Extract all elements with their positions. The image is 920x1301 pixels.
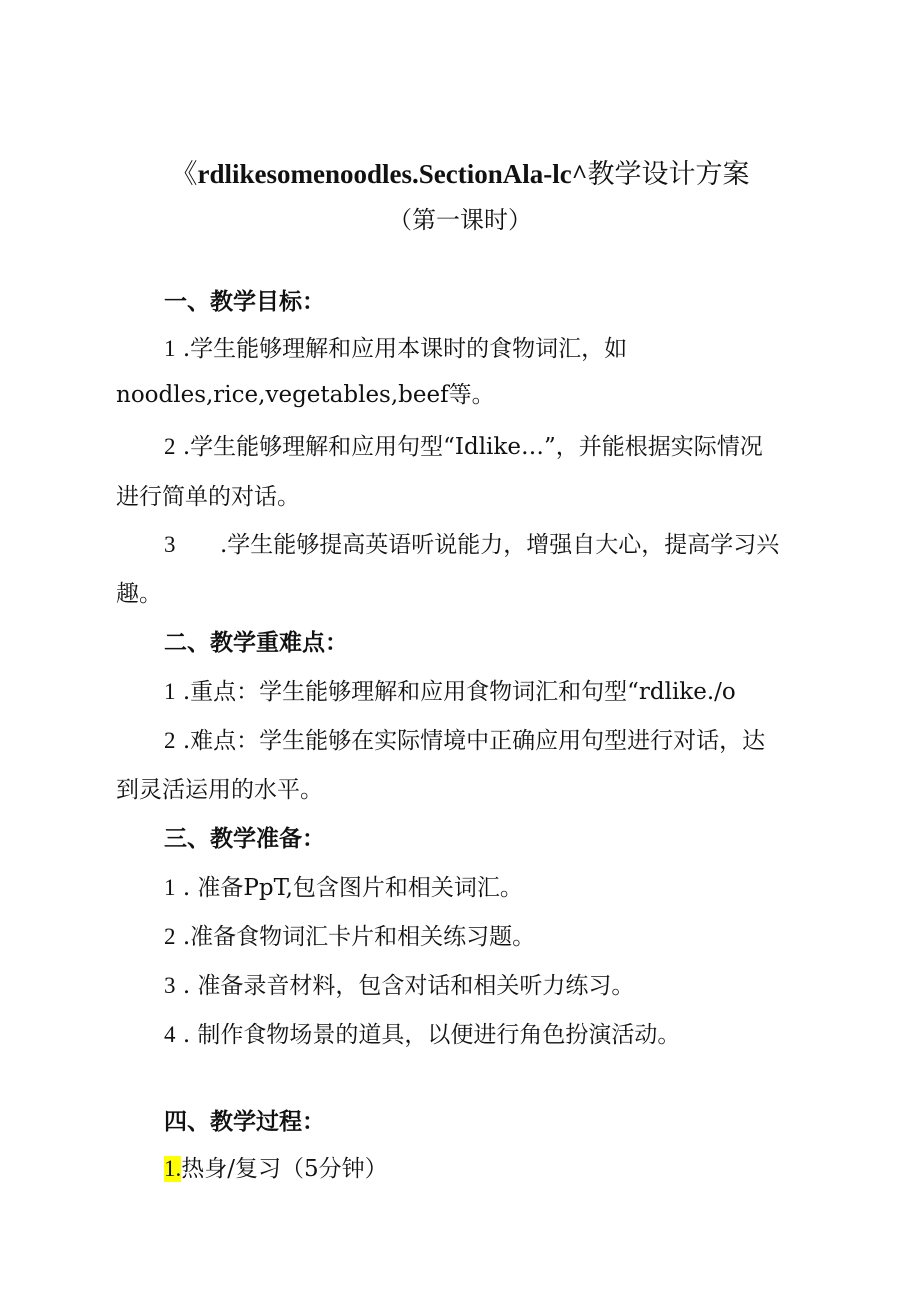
item-text: .学生能够提高英语听说能力，增强自大心，提高学习兴 bbox=[220, 532, 780, 558]
item-text: . 准备录音材料，包含对话和相关听力练习。 bbox=[182, 973, 635, 999]
item-text: .重点：学生能够理解和应用食物词汇和句型“rdlike./o bbox=[182, 679, 736, 705]
list-item bbox=[164, 869, 523, 902]
list-item bbox=[164, 428, 763, 461]
list-item bbox=[164, 918, 535, 951]
section-heading-objectives: 一、教学目标： bbox=[164, 288, 325, 315]
title-chinese: 教学设计方案 bbox=[587, 159, 750, 190]
item-number-highlighted: 1. bbox=[164, 1156, 182, 1181]
section-heading-process: 四、教学过程： bbox=[164, 1108, 325, 1135]
item-continuation: 趣。 bbox=[116, 581, 162, 607]
document-title bbox=[0, 152, 920, 191]
item-number: 2 bbox=[164, 434, 176, 459]
list-item bbox=[164, 330, 627, 363]
item-text: . 制作食物场景的道具，以便进行角色扮演活动。 bbox=[182, 1022, 681, 1048]
title-prefix: 《 bbox=[170, 159, 198, 190]
list-item bbox=[164, 1016, 680, 1049]
item-continuation: noodles,rice,vegetables,beef等。 bbox=[116, 382, 495, 408]
document-subtitle: （第一课时） bbox=[388, 206, 532, 234]
list-item bbox=[164, 1150, 388, 1183]
list-item bbox=[164, 967, 634, 1000]
item-continuation: 到灵活运用的水平。 bbox=[116, 777, 323, 803]
item-number: 3 bbox=[164, 532, 176, 557]
list-item bbox=[164, 673, 736, 706]
item-text: 热身/复习（5分钟） bbox=[181, 1156, 388, 1182]
item-number: 2 bbox=[164, 728, 176, 753]
item-number: 4 bbox=[164, 1022, 176, 1047]
item-continuation: 进行简单的对话。 bbox=[116, 484, 300, 510]
item-text: .难点：学生能够在实际情境中正确应用句型进行对话，达 bbox=[182, 728, 766, 754]
item-text: .学生能够理解和应用句型“Idlike…”，并能根据实际情况 bbox=[182, 434, 763, 460]
item-text: . 准备PpT,包含图片和相关词汇。 bbox=[182, 875, 523, 901]
item-number: 1 bbox=[164, 679, 176, 704]
section-heading-key-points: 二、教学重难点： bbox=[164, 629, 348, 656]
item-text: .准备食物词汇卡片和相关练习题。 bbox=[182, 924, 536, 950]
item-number: 1 bbox=[164, 875, 176, 900]
item-number: 3 bbox=[164, 973, 176, 998]
item-text: .学生能够理解和应用本课时的食物词汇，如 bbox=[182, 336, 628, 362]
item-number: 1 bbox=[164, 336, 176, 361]
list-item bbox=[164, 526, 779, 559]
item-number: 2 bbox=[164, 924, 176, 949]
list-item bbox=[164, 722, 765, 755]
title-english: rdlikesomenoodles.SectionAla-lc^ bbox=[197, 159, 588, 189]
section-heading-preparation: 三、教学准备： bbox=[164, 825, 325, 852]
